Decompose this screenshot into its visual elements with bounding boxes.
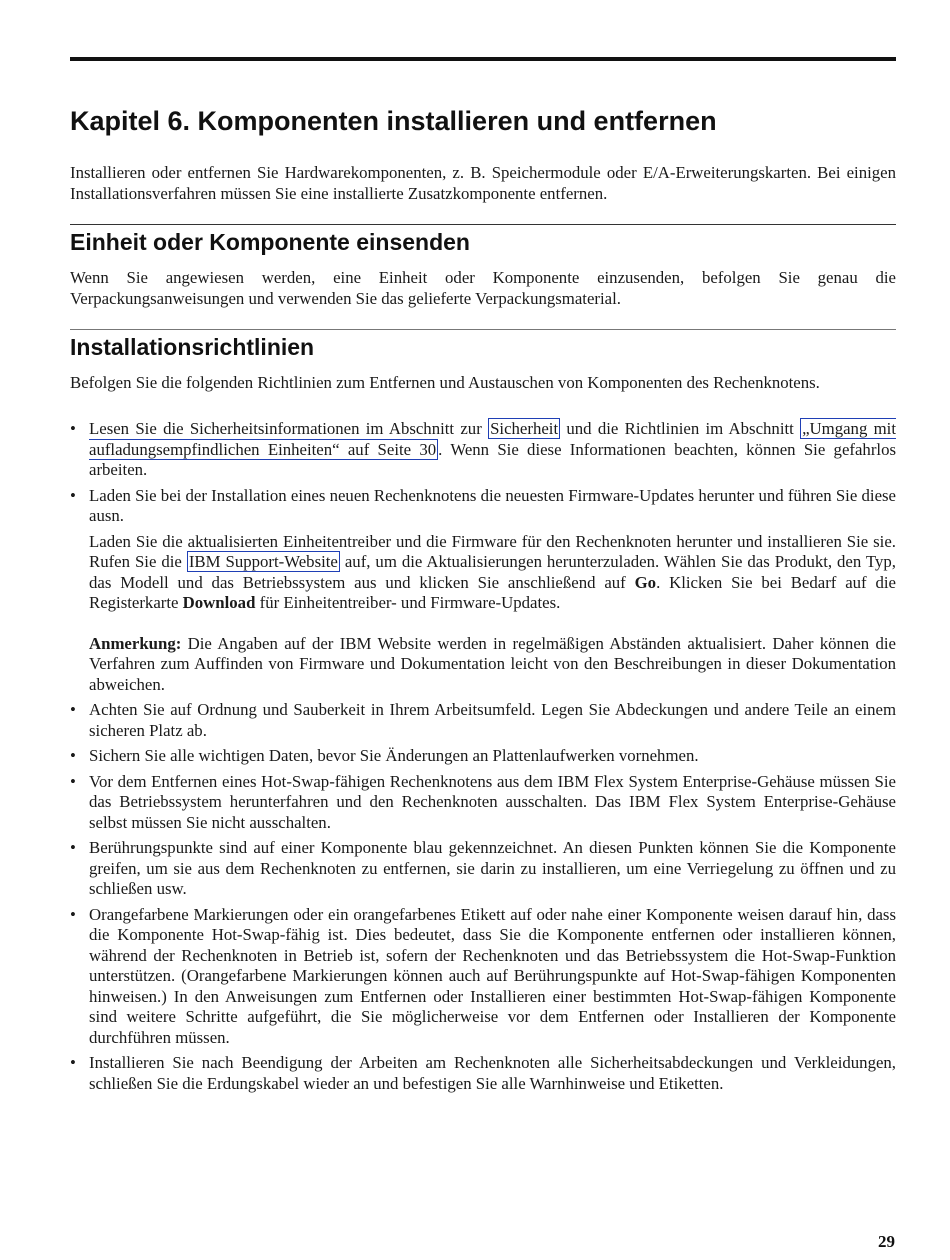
ui-term-download: Download <box>182 593 256 612</box>
section-title-einsenden: Einheit oder Komponente einsenden <box>70 229 470 255</box>
text-run: und die Richtlinien im Abschnitt <box>560 419 801 438</box>
note-label: Anmerkung: <box>89 633 182 653</box>
section-divider-einsenden <box>70 224 896 225</box>
text-run: Laden Sie die aktualisierten Einheitentreiber und die Firmware für den Rechenknoten herunter und installieren Sie sie. Rufen Sie die <box>89 531 896 571</box>
list-item <box>70 746 896 767</box>
note <box>89 634 896 696</box>
list-item-text: Berührungspunkte sind auf einer Komponente blau gekennzeichnet. An diesen Punkten können Sie die Komponente greifen, um sie aus dem Rechenknoten zu entfernen, sie darin zu installieren, um eine Verriegelung zu öffnen und zu schließen usw. <box>89 838 896 898</box>
list-item <box>70 486 896 696</box>
link-sicherheit[interactable]: Sicherheit <box>490 419 559 438</box>
list-item-text: Orangefarbene Markierungen oder ein orangefarbenes Etikett auf oder nahe einer Komponente weisen darauf hin, dass die Komponente Hot-Swap-fähig ist. Dies bedeutet, dass Sie die Komponente entfernen oder installieren können, während der Rechenknoten in Betrieb ist, sofern der Rechenknoten und das Betriebssystem die Hot-Swap-Funktion unterstützen. (Orangefarbene Markierungen können auch auf Berührungspunkte auf Hot-Swap-fähigen Komponenten hinweisen.) In den Anweisungen zum Entfernen oder Installieren einer bestimmten Hot-Swap-fähigen Komponente sind weitere Schritte aufgeführt, die Sie möglicherweise vor dem Entfernen oder Installieren der Komponente durchführen müssen. <box>89 904 896 1047</box>
list-item <box>70 905 896 1049</box>
list-item-text: Installieren Sie nach Beendigung der Arbeiten am Rechenknoten alle Sicherheitsabdeckungen und Verkleidungen, schließen Sie die Erdungskabel wieder an und befestigen Sie alle Warnhinweise und Etiketten. <box>89 1053 896 1093</box>
section-intro-guidelines: Befolgen Sie die folgenden Richtlinien zum Entfernen und Austauschen von Komponenten des Rechenknotens. <box>70 373 820 392</box>
list-item <box>70 419 896 481</box>
bullet: • <box>70 746 76 765</box>
guidelines-list <box>70 419 896 1099</box>
text-run: . Wenn Sie diese Informationen beachten, können Sie gefahrlos arbeiten. <box>89 439 896 479</box>
section-title-guidelines: Installationsrichtlinien <box>70 334 315 360</box>
list-item <box>70 1053 896 1094</box>
text-run: auf, um die Aktualisierungen herunterzuladen. Wählen Sie das Produkt, den Typ, das Modell und das Betriebssystem aus und klicken Sie anschließend auf <box>89 552 896 592</box>
list-item-text: Sichern Sie alle wichtigen Daten, bevor Sie Änderungen an Plattenlaufwerken vornehmen. <box>89 746 699 765</box>
section-text-einsenden: Wenn Sie angewiesen werden, eine Einheit oder Komponente einzusenden, befolgen Sie genau die Verpackungsanweisungen und verwenden Sie das gelieferte Verpackungsmaterial. <box>70 268 896 308</box>
note-text: Die Angaben auf der IBM Website werden in regelmäßigen Abständen aktualisiert. Daher können die Verfahren zum Auffinden von Firmware und Dokumentation leicht von den Beschreibungen in dieser Dokumentation abweichen. <box>89 633 896 694</box>
section-divider-guidelines <box>70 329 896 330</box>
chapter-top-rule <box>70 57 896 61</box>
text-run: Lesen Sie die Sicherheitsinformationen im Abschnitt zur <box>89 419 489 438</box>
text-run: . Klicken Sie bei Bedarf auf die Registerkarte <box>89 572 896 612</box>
chapter-title: Kapitel 6. Komponenten installieren und entfernen <box>70 106 717 136</box>
chapter-intro: Installieren oder entfernen Sie Hardwarekomponenten, z. B. Speichermodule oder E/A-Erweiterungskarten. Bei einigen Installationsverfahren müssen Sie eine installierte Zusatzkomponente entfernen. <box>70 163 896 203</box>
list-item-text: Laden Sie bei der Installation eines neuen Rechenknotens die neuesten Firmware-Updates herunter und führen Sie diese ausn. <box>89 485 896 525</box>
list-item-subparagraph <box>89 532 896 614</box>
list-item <box>70 772 896 834</box>
list-item-text <box>89 419 896 481</box>
bullet: • <box>70 485 76 505</box>
link-ibm-support-website[interactable]: IBM Support-Website <box>188 552 338 571</box>
text-run: für Einheitentreiber- und Firmware-Updates. <box>255 593 561 612</box>
bullet: • <box>70 419 76 438</box>
bullet: • <box>70 838 76 857</box>
ui-term-go: Go <box>634 572 657 592</box>
list-item-text: Achten Sie auf Ordnung und Sauberkeit in Ihrem Arbeitsumfeld. Legen Sie Abdeckungen und andere Teile an einem sicheren Platz ab. <box>89 700 896 740</box>
bullet: • <box>70 700 76 719</box>
bullet: • <box>70 1053 76 1072</box>
page-number: 29 <box>878 1232 895 1251</box>
link-umgang-seite-30[interactable]: „Umgang mit aufladungsempfindlichen Einheiten“ auf Seite 30 <box>89 419 896 459</box>
list-item-text: Vor dem Entfernen eines Hot-Swap-fähigen Rechenknotens aus dem IBM Flex System Enterprise-Gehäuse müssen Sie das Betriebssystem herunterfahren und den Rechenknoten ausschalten. Das IBM Flex System Enterprise-Gehäuse selbst müssen Sie nicht ausschalten. <box>89 771 896 832</box>
bullet: • <box>70 904 76 924</box>
bullet: • <box>70 771 76 791</box>
list-item <box>70 700 896 741</box>
list-item <box>70 838 896 900</box>
